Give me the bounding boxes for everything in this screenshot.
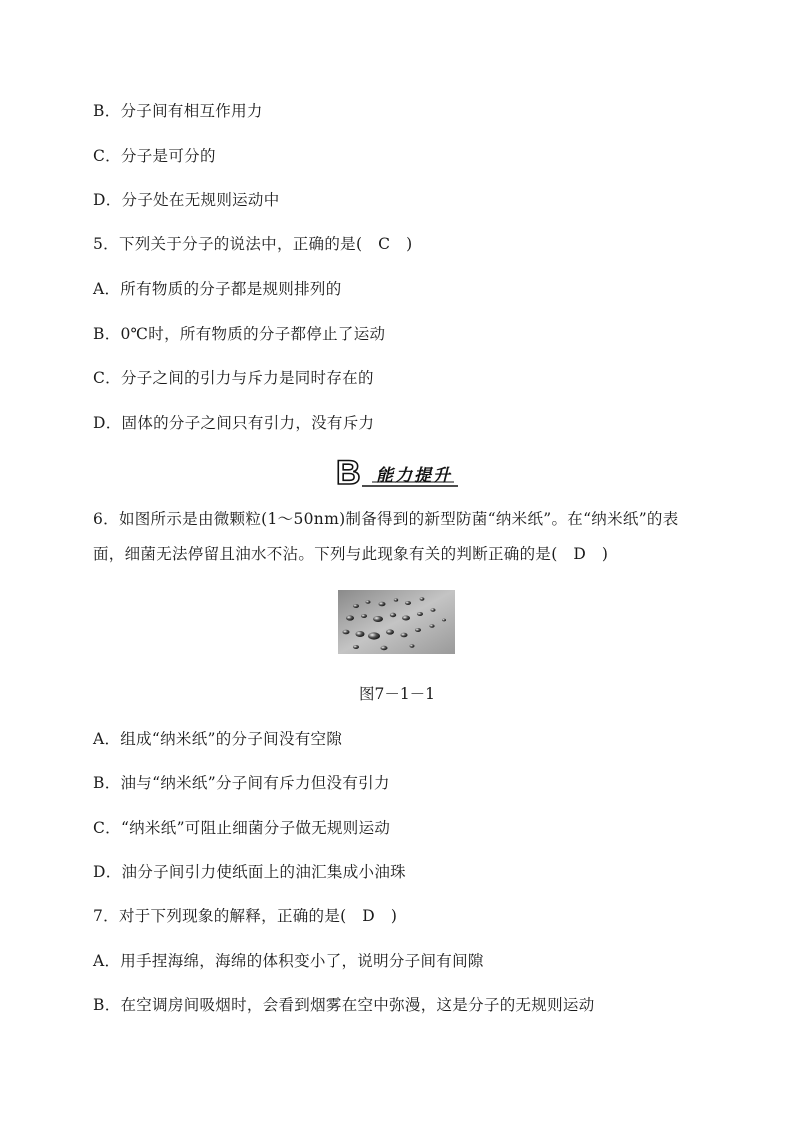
question-6-line-2: 面，细菌无法停留且油水不沾。下列与此现象有关的判断正确的是( D ) — [93, 545, 609, 563]
line-5: A．所有物质的分子都是规则排列的 — [93, 280, 342, 298]
option-c: C．“纳米纸”可阻止细菌分子做无规则运动 — [93, 819, 391, 837]
banner-letter: B — [336, 455, 361, 489]
option-a: A．组成“纳米纸”的分子间没有空隙 — [93, 730, 343, 748]
nano-paper-photo — [338, 590, 455, 654]
line-1: B．分子间有相互作用力 — [93, 102, 263, 120]
option-d: D．油分子间引力使纸面上的油汇集成小油珠 — [93, 863, 406, 881]
line-7: C．分子之间的引力与斥力是同时存在的 — [93, 369, 374, 387]
option-b: B．油与“纳米纸”分子间有斥力但没有引力 — [93, 774, 390, 792]
figure-caption: 图7－1－1 — [358, 685, 436, 703]
line-3: D．分子处在无规则运动中 — [93, 191, 280, 209]
q7-option-b: B．在空调房间吸烟时，会看到烟雾在空中弥漫，这是分子的无规则运动 — [93, 996, 595, 1014]
line-6: B．0℃时，所有物质的分子都停止了运动 — [93, 325, 386, 343]
line-8: D．固体的分子之间只有引力，没有斥力 — [93, 414, 375, 432]
section-banner — [334, 455, 458, 489]
question-5: 5．下列关于分子的说法中，正确的是( C ) — [93, 235, 413, 253]
line-2: C．分子是可分的 — [93, 147, 216, 165]
question-6-line-1: 6．如图所示是由微颗粒(1～50nm)制备得到的新型防菌“纳米纸”。在“纳米纸”的表 — [93, 510, 679, 528]
banner-title: 能力提升 — [376, 466, 452, 486]
question-7: 7．对于下列现象的解释，正确的是( D ) — [93, 907, 398, 925]
q7-option-a: A．用手捏海绵，海绵的体积变小了，说明分子间有间隙 — [93, 952, 484, 970]
